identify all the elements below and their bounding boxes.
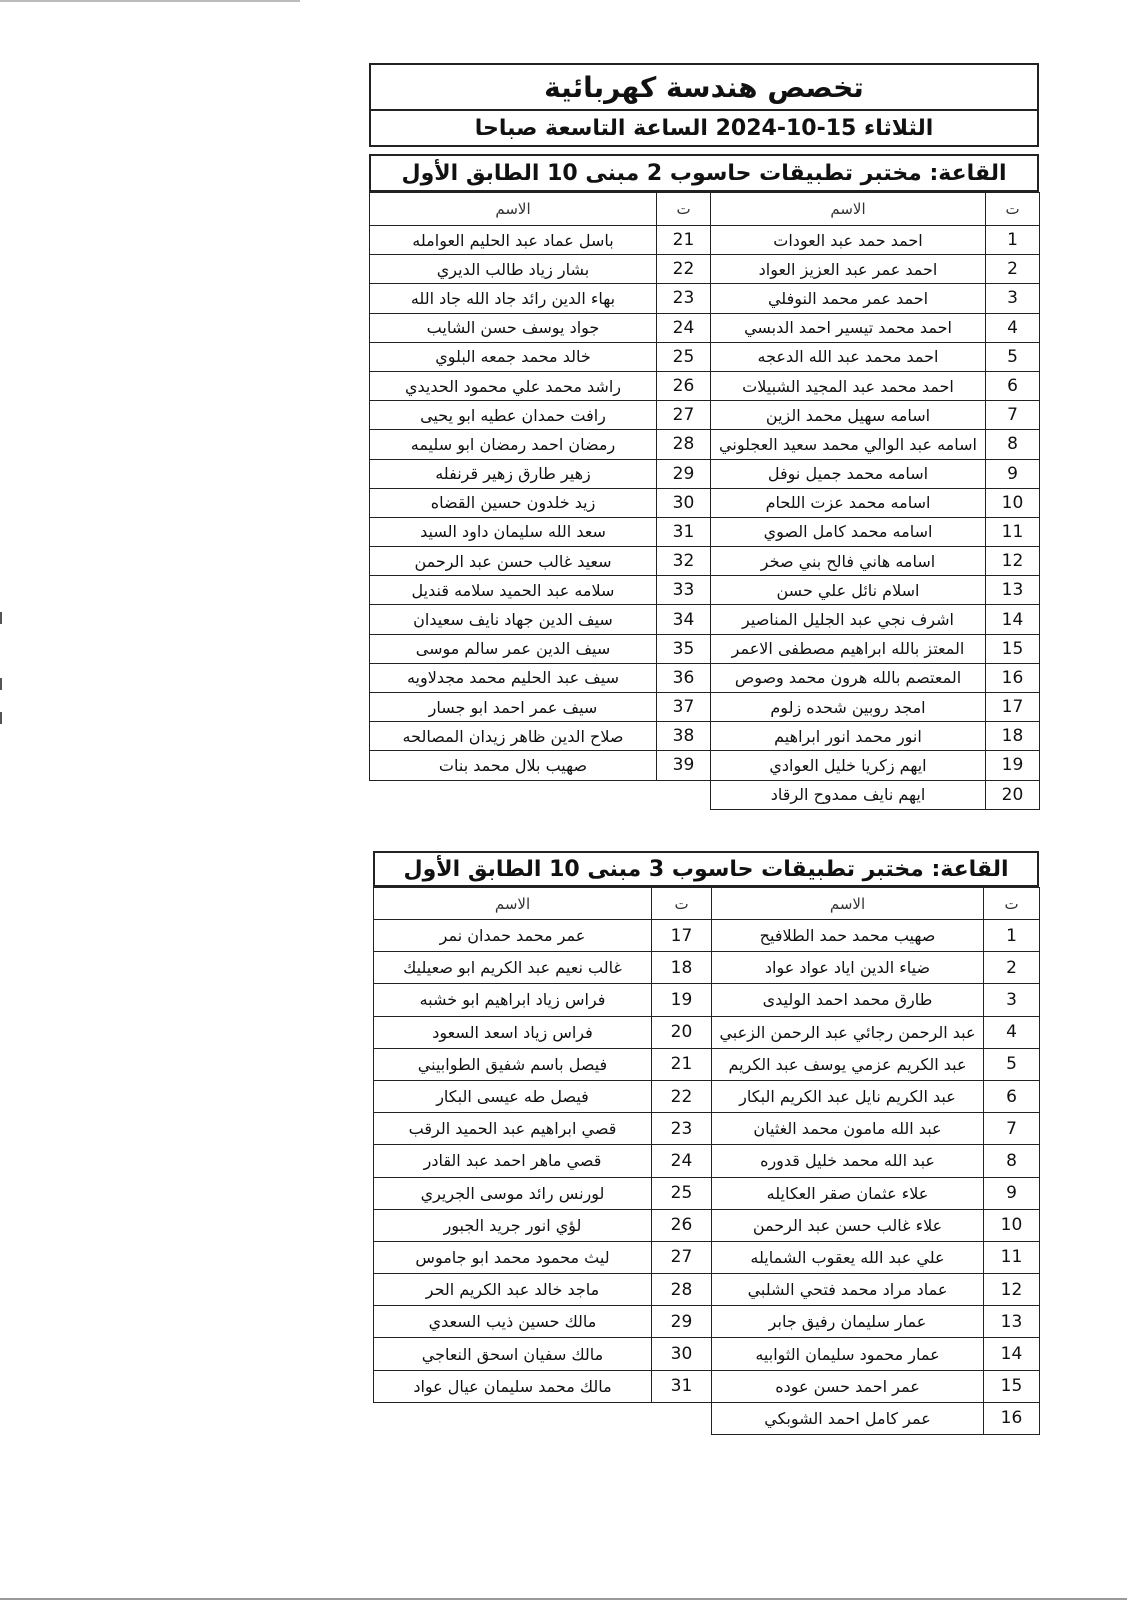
student-seq: 6 bbox=[984, 1080, 1040, 1112]
student-name: بشار زياد طالب الديري bbox=[370, 255, 657, 284]
student-seq: 26 bbox=[657, 371, 711, 400]
table-header-row bbox=[374, 888, 1040, 920]
student-seq: 21 bbox=[652, 1048, 712, 1080]
specialization-title: تخصص هندسة كهربائية bbox=[371, 65, 1037, 111]
student-name: سعيد غالب حسن عبد الرحمن bbox=[370, 547, 657, 576]
table-row bbox=[374, 952, 1040, 984]
student-seq: 22 bbox=[652, 1080, 712, 1112]
student-seq: 36 bbox=[657, 663, 711, 692]
student-seq: 20 bbox=[986, 780, 1040, 809]
student-seq: 37 bbox=[657, 693, 711, 722]
table-row bbox=[370, 693, 1040, 722]
student-name: علاء عثمان صقر العكايله bbox=[712, 1177, 984, 1209]
room-table bbox=[369, 192, 1040, 810]
student-seq: 35 bbox=[657, 634, 711, 663]
table-row bbox=[374, 1306, 1040, 1338]
room-table bbox=[373, 887, 1040, 1435]
student-name: طارق محمد احمد الوليدى bbox=[712, 984, 984, 1016]
student-seq: 14 bbox=[984, 1338, 1040, 1370]
column-header-seq: ت bbox=[657, 193, 711, 226]
room-title: القاعة: مختبر تطبيقات حاسوب 2 مبنى 10 الطابق الأول bbox=[369, 154, 1039, 192]
student-seq: 24 bbox=[652, 1145, 712, 1177]
student-seq: 2 bbox=[986, 255, 1040, 284]
student-seq: 30 bbox=[652, 1338, 712, 1370]
student-seq: 26 bbox=[652, 1209, 712, 1241]
student-name: ماجد خالد عبد الكريم الحر bbox=[374, 1274, 652, 1306]
student-name: قصي ابراهيم عبد الحميد الرقب bbox=[374, 1113, 652, 1145]
student-name: سيف عمر احمد ابو جسار bbox=[370, 693, 657, 722]
student-seq: 23 bbox=[652, 1113, 712, 1145]
student-seq: 13 bbox=[986, 576, 1040, 605]
student-name: رمضان احمد رمضان ابو سليمه bbox=[370, 430, 657, 459]
table-row bbox=[370, 547, 1040, 576]
student-seq: 27 bbox=[657, 401, 711, 430]
student-seq: 32 bbox=[657, 547, 711, 576]
student-name: عمر احمد حسن عوده bbox=[712, 1370, 984, 1402]
student-seq: 9 bbox=[986, 459, 1040, 488]
student-name: احمد محمد عبد المجيد الشبيلات bbox=[711, 371, 986, 400]
header-box bbox=[369, 63, 1039, 147]
student-name: احمد محمد عبد الله الدعجه bbox=[711, 342, 986, 371]
student-seq: 4 bbox=[984, 1016, 1040, 1048]
student-name: عمر كامل احمد الشوبكي bbox=[712, 1402, 984, 1434]
student-seq: 6 bbox=[986, 371, 1040, 400]
student-seq: 5 bbox=[984, 1048, 1040, 1080]
student-name: قصي ماهر احمد عبد القادر bbox=[374, 1145, 652, 1177]
student-seq: 8 bbox=[986, 430, 1040, 459]
student-seq: 13 bbox=[984, 1306, 1040, 1338]
student-name: صلاح الدين ظاهر زيدان المصالحه bbox=[370, 722, 657, 751]
empty-cell bbox=[374, 1402, 652, 1434]
scan-edge-top bbox=[0, 0, 300, 2]
student-name: سعد الله سليمان داود السيد bbox=[370, 517, 657, 546]
student-seq: 17 bbox=[652, 920, 712, 952]
student-seq: 39 bbox=[657, 751, 711, 780]
student-seq: 3 bbox=[986, 284, 1040, 313]
empty-cell bbox=[652, 1402, 712, 1434]
student-name: رافت حمدان عطيه ابو يحيى bbox=[370, 401, 657, 430]
student-name: عبد الرحمن رجائي عبد الرحمن الزعبي bbox=[712, 1016, 984, 1048]
table-row bbox=[370, 342, 1040, 371]
table-row bbox=[370, 313, 1040, 342]
student-seq: 14 bbox=[986, 605, 1040, 634]
student-seq: 19 bbox=[986, 751, 1040, 780]
student-seq: 2 bbox=[984, 952, 1040, 984]
student-seq: 25 bbox=[652, 1177, 712, 1209]
student-seq: 33 bbox=[657, 576, 711, 605]
table-row bbox=[370, 634, 1040, 663]
student-seq: 7 bbox=[984, 1113, 1040, 1145]
table-row bbox=[370, 663, 1040, 692]
table-row bbox=[374, 1370, 1040, 1402]
column-header-seq: ت bbox=[986, 193, 1040, 226]
student-name: زهير طارق زهير قرنفله bbox=[370, 459, 657, 488]
table-row bbox=[370, 576, 1040, 605]
student-name: لؤي انور جريد الجبور bbox=[374, 1209, 652, 1241]
student-name: مالك محمد سليمان عيال عواد bbox=[374, 1370, 652, 1402]
table-row bbox=[374, 1113, 1040, 1145]
student-seq: 7 bbox=[986, 401, 1040, 430]
scan-mark bbox=[0, 712, 2, 724]
table-row bbox=[370, 371, 1040, 400]
student-seq: 5 bbox=[986, 342, 1040, 371]
student-name: المعتصم بالله هرون محمد وصوص bbox=[711, 663, 986, 692]
table-row bbox=[374, 984, 1040, 1016]
student-seq: 12 bbox=[986, 547, 1040, 576]
student-name: عبد الله محمد خليل قدوره bbox=[712, 1145, 984, 1177]
table-row bbox=[370, 430, 1040, 459]
student-seq: 29 bbox=[657, 459, 711, 488]
student-seq: 18 bbox=[986, 722, 1040, 751]
student-seq: 15 bbox=[986, 634, 1040, 663]
student-name: بهاء الدين رائد جاد الله جاد الله bbox=[370, 284, 657, 313]
table-row bbox=[370, 255, 1040, 284]
table-row bbox=[370, 459, 1040, 488]
table-row bbox=[374, 1016, 1040, 1048]
student-name: مالك سفيان اسحق النعاجي bbox=[374, 1338, 652, 1370]
student-seq: 9 bbox=[984, 1177, 1040, 1209]
student-name: احمد عمر محمد النوفلي bbox=[711, 284, 986, 313]
table-row bbox=[374, 1241, 1040, 1273]
student-seq: 3 bbox=[984, 984, 1040, 1016]
student-seq: 38 bbox=[657, 722, 711, 751]
student-seq: 1 bbox=[984, 920, 1040, 952]
student-name: احمد محمد تيسير احمد الدبسي bbox=[711, 313, 986, 342]
student-name: علي عبد الله يعقوب الشمايله bbox=[712, 1241, 984, 1273]
student-name: ليث محمود محمد ابو جاموس bbox=[374, 1241, 652, 1273]
column-header-seq: ت bbox=[984, 888, 1040, 920]
student-name: عماد مراد محمد فتحي الشلبي bbox=[712, 1274, 984, 1306]
student-seq: 23 bbox=[657, 284, 711, 313]
student-name: جواد يوسف حسن الشايب bbox=[370, 313, 657, 342]
table-header-row bbox=[370, 193, 1040, 226]
column-header-name: الاسم bbox=[374, 888, 652, 920]
table-row bbox=[374, 1338, 1040, 1370]
table-row bbox=[374, 1145, 1040, 1177]
student-seq: 16 bbox=[984, 1402, 1040, 1434]
student-name: فيصل باسم شفيق الطوابيني bbox=[374, 1048, 652, 1080]
empty-cell bbox=[657, 780, 711, 809]
table-row bbox=[374, 1274, 1040, 1306]
student-name: صهيب محمد حمد الطلافيح bbox=[712, 920, 984, 952]
table-row bbox=[370, 401, 1040, 430]
student-name: باسل عماد عبد الحليم العوامله bbox=[370, 226, 657, 255]
student-seq: 11 bbox=[984, 1241, 1040, 1273]
column-header-seq: ت bbox=[652, 888, 712, 920]
student-name: فيصل طه عيسى البكار bbox=[374, 1080, 652, 1112]
student-name: سيف عبد الحليم محمد مجدلاويه bbox=[370, 663, 657, 692]
student-name: احمد حمد عبد العودات bbox=[711, 226, 986, 255]
student-name: اسامه محمد كامل الصوي bbox=[711, 517, 986, 546]
student-seq: 31 bbox=[657, 517, 711, 546]
student-seq: 8 bbox=[984, 1145, 1040, 1177]
student-seq: 28 bbox=[657, 430, 711, 459]
table-row bbox=[374, 1048, 1040, 1080]
student-name: عبد الله مامون محمد الغثيان bbox=[712, 1113, 984, 1145]
student-name: اسامه سهيل محمد الزين bbox=[711, 401, 986, 430]
student-seq: 29 bbox=[652, 1306, 712, 1338]
student-seq: 20 bbox=[652, 1016, 712, 1048]
student-name: لورنس رائد موسى الجريري bbox=[374, 1177, 652, 1209]
student-name: انور محمد انور ابراهيم bbox=[711, 722, 986, 751]
student-name: عمار سليمان رفيق جابر bbox=[712, 1306, 984, 1338]
student-name: اسلام نائل علي حسن bbox=[711, 576, 986, 605]
table-row bbox=[374, 1209, 1040, 1241]
student-seq: 10 bbox=[984, 1209, 1040, 1241]
student-name: اسامه هاني فالح بني صخر bbox=[711, 547, 986, 576]
student-seq: 4 bbox=[986, 313, 1040, 342]
student-seq: 21 bbox=[657, 226, 711, 255]
table-row bbox=[374, 1177, 1040, 1209]
student-name: علاء غالب حسن عبد الرحمن bbox=[712, 1209, 984, 1241]
student-seq: 17 bbox=[986, 693, 1040, 722]
table-row bbox=[370, 284, 1040, 313]
student-seq: 11 bbox=[986, 517, 1040, 546]
table-row bbox=[370, 780, 1040, 809]
student-name: اسامه محمد جميل نوفل bbox=[711, 459, 986, 488]
scan-mark bbox=[0, 612, 2, 624]
student-name: ايهم نايف ممدوح الرقاد bbox=[711, 780, 986, 809]
student-name: مالك حسين ذيب السعدي bbox=[374, 1306, 652, 1338]
student-seq: 18 bbox=[652, 952, 712, 984]
student-seq: 22 bbox=[657, 255, 711, 284]
student-name: عبد الكريم نايل عبد الكريم البكار bbox=[712, 1080, 984, 1112]
table-row bbox=[370, 751, 1040, 780]
table-row bbox=[370, 722, 1040, 751]
empty-cell bbox=[370, 780, 657, 809]
table-row bbox=[370, 517, 1040, 546]
student-name: المعتز بالله ابراهيم مصطفى الاعمر bbox=[711, 634, 986, 663]
student-seq: 12 bbox=[984, 1274, 1040, 1306]
column-header-name: الاسم bbox=[370, 193, 657, 226]
exam-datetime: الثلاثاء 15-10-2024 الساعة التاسعة صباحا bbox=[474, 115, 934, 141]
room-title: القاعة: مختبر تطبيقات حاسوب 3 مبنى 10 الطابق الأول bbox=[373, 851, 1039, 887]
student-seq: 31 bbox=[652, 1370, 712, 1402]
student-name: اشرف نجي عبد الجليل المناصير bbox=[711, 605, 986, 634]
column-header-name: الاسم bbox=[712, 888, 984, 920]
student-name: ضياء الدين اياد عواد عواد bbox=[712, 952, 984, 984]
student-seq: 30 bbox=[657, 488, 711, 517]
student-seq: 15 bbox=[984, 1370, 1040, 1402]
student-name: راشد محمد علي محمود الحديدي bbox=[370, 371, 657, 400]
student-name: خالد محمد جمعه البلوي bbox=[370, 342, 657, 371]
student-name: غالب نعيم عبد الكريم ابو صعيليك bbox=[374, 952, 652, 984]
student-name: سلامه عبد الحميد سلامه قنديل bbox=[370, 576, 657, 605]
student-name: عمار محمود سليمان الثوابيه bbox=[712, 1338, 984, 1370]
table-row bbox=[374, 1080, 1040, 1112]
student-seq: 24 bbox=[657, 313, 711, 342]
student-seq: 10 bbox=[986, 488, 1040, 517]
student-name: عبد الكريم عزمي يوسف عبد الكريم bbox=[712, 1048, 984, 1080]
student-seq: 19 bbox=[652, 984, 712, 1016]
student-name: صهيب بلال محمد بنات bbox=[370, 751, 657, 780]
table-row bbox=[370, 605, 1040, 634]
table-row bbox=[370, 488, 1040, 517]
student-name: سيف الدين عمر سالم موسى bbox=[370, 634, 657, 663]
table-row bbox=[370, 226, 1040, 255]
student-seq: 27 bbox=[652, 1241, 712, 1273]
student-seq: 16 bbox=[986, 663, 1040, 692]
student-name: اسامه محمد عزت اللحام bbox=[711, 488, 986, 517]
student-seq: 28 bbox=[652, 1274, 712, 1306]
student-name: ايهم زكريا خليل العوادي bbox=[711, 751, 986, 780]
student-seq: 25 bbox=[657, 342, 711, 371]
student-seq: 34 bbox=[657, 605, 711, 634]
scan-mark bbox=[0, 678, 2, 690]
student-name: احمد عمر عبد العزيز العواد bbox=[711, 255, 986, 284]
student-name: سيف الدين جهاد نايف سعيدان bbox=[370, 605, 657, 634]
student-name: اسامه عبد الوالي محمد سعيد العجلوني bbox=[711, 430, 986, 459]
student-seq: 1 bbox=[986, 226, 1040, 255]
table-row bbox=[374, 1402, 1040, 1434]
student-name: عمر محمد حمدان نمر bbox=[374, 920, 652, 952]
column-header-name: الاسم bbox=[711, 193, 986, 226]
table-row bbox=[374, 920, 1040, 952]
student-name: زيد خلدون حسين القضاه bbox=[370, 488, 657, 517]
student-name: فراس زياد ابراهيم ابو خشبه bbox=[374, 984, 652, 1016]
student-name: فراس زياد اسعد السعود bbox=[374, 1016, 652, 1048]
student-name: امجد روبين شحده زلوم bbox=[711, 693, 986, 722]
